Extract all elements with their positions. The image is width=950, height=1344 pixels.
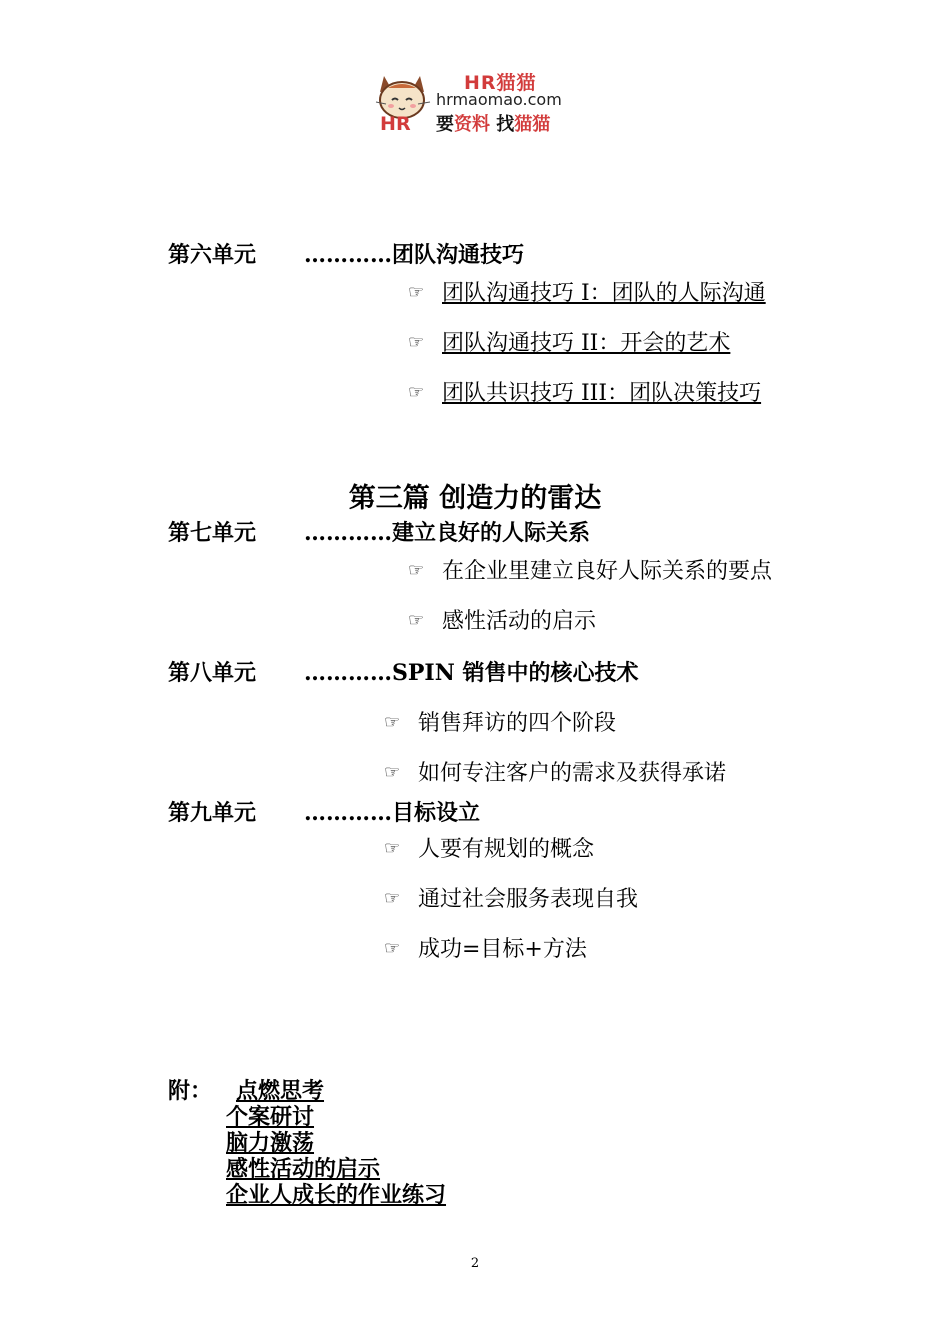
unit7-label: 第七单元 [168,520,257,546]
item-text: 成功=目标+方法 [418,937,587,962]
unit7-title: …………建立良好的人际关系 [304,520,591,546]
pointing-hand-icon: ☞ [408,560,425,581]
unit8-label: 第八单元 [168,660,257,686]
appendix-item-5[interactable]: 企业人成长的作业练习 [226,1182,447,1208]
hr-maomao-logo [374,66,584,140]
unit6-item-3[interactable] [408,376,761,407]
item-text: 团队沟通技巧 II：开会的艺术 [442,331,731,356]
unit7-heading [168,516,591,547]
item-text: 感性活动的启示 [442,609,597,634]
unit9-title: …………目标设立 [304,800,481,826]
slogan-part: 资料 [454,114,490,135]
pointing-hand-icon: ☞ [384,762,401,783]
slogan-part: 猫猫 [514,114,551,135]
pointing-hand-icon: ☞ [408,610,425,631]
item-text: 在企业里建立良好人际关系的要点 [442,559,773,584]
unit7-item-1 [408,554,772,585]
svg-text:HR: HR [380,112,411,135]
unit9-item-3 [384,932,587,963]
unit6-label: 第六单元 [168,242,257,268]
pointing-hand-icon: ☞ [384,712,401,733]
pointing-hand-icon: ☞ [408,332,425,353]
item-text: 人要有规划的概念 [418,837,595,862]
unit9-item-1 [384,832,594,863]
unit8-item-2 [384,756,726,787]
appendix-label: 附： [168,1078,213,1104]
unit6-heading [168,238,525,269]
slogan-part: 要 [436,114,454,135]
logo-domain: hrmaomao.com [436,90,562,109]
item-text: 如何专注客户的需求及获得承诺 [418,761,727,786]
pointing-hand-icon: ☞ [408,282,425,303]
pointing-hand-icon: ☞ [384,938,401,959]
hr-mark-icon [380,110,432,136]
logo-brand: HR猫猫 [464,72,537,94]
unit9-item-2 [384,882,638,913]
pointing-hand-icon: ☞ [408,382,425,403]
unit6-item-1[interactable] [408,276,766,307]
appendix-item-1[interactable]: 点燃思考 [236,1078,325,1104]
appendix-item-3[interactable]: 脑力激荡 [226,1130,315,1156]
item-text: 团队共识技巧 III：团队决策技巧 [442,381,762,406]
unit9-heading [168,796,481,827]
pointing-hand-icon: ☞ [384,888,401,909]
appendix-item-4[interactable]: 感性活动的启示 [226,1156,381,1182]
unit6-title: …………团队沟通技巧 [304,242,525,268]
unit9-label: 第九单元 [168,800,257,826]
page-number: 2 [470,1256,480,1271]
unit8-heading [168,656,639,687]
item-text: 通过社会服务表现自我 [418,887,639,912]
appendix-item-2[interactable]: 个案研讨 [226,1104,315,1130]
unit6-item-2[interactable] [408,326,730,357]
slogan-part: 找 [490,114,515,135]
item-text: 销售拜访的四个阶段 [418,711,617,736]
unit8-title: …………SPIN 销售中的核心技术 [304,660,639,686]
unit7-item-2 [408,604,596,635]
item-text: 团队沟通技巧 I：团队的人际沟通 [442,281,766,306]
logo-slogan [436,110,550,136]
part3-title: 第三篇 创造力的雷达 [348,483,602,514]
pointing-hand-icon: ☞ [384,838,401,859]
unit8-item-1 [384,706,616,737]
